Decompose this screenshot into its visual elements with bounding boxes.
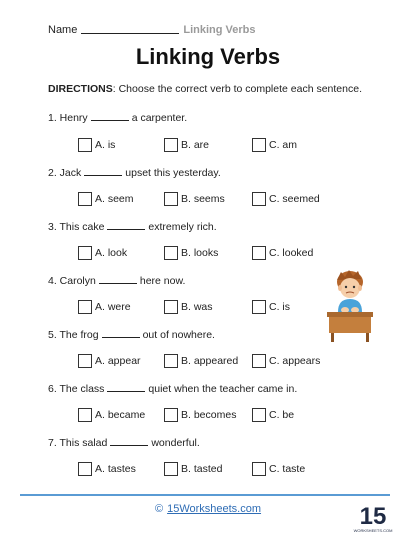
- option-label: A. tastes: [95, 463, 136, 475]
- answer-blank: [91, 112, 129, 121]
- footer: [0, 503, 416, 515]
- answer-blank: [84, 167, 122, 176]
- name-label: Name: [48, 24, 78, 36]
- question-text-start: 1. Henry: [48, 112, 88, 124]
- option-label: A. seem: [95, 193, 134, 205]
- checkbox-icon[interactable]: [78, 354, 92, 368]
- option-2c[interactable]: [252, 192, 320, 206]
- option-label: C. seemed: [269, 193, 320, 205]
- checkbox-icon[interactable]: [164, 408, 178, 422]
- option-1b[interactable]: [164, 138, 209, 152]
- checkbox-icon[interactable]: [252, 462, 266, 476]
- option-7b[interactable]: [164, 462, 222, 476]
- question-5: [48, 329, 215, 341]
- question-7: [48, 437, 200, 449]
- footer-site-link[interactable]: 15Worksheets.com: [167, 503, 262, 515]
- option-4a[interactable]: [78, 300, 131, 314]
- option-label: C. appears: [269, 355, 321, 367]
- question-text-end: wonderful.: [151, 437, 200, 449]
- student-at-desk-icon: [325, 268, 375, 343]
- checkbox-icon[interactable]: [164, 246, 178, 260]
- checkbox-icon[interactable]: [252, 408, 266, 422]
- question-text-start: 4. Carolyn: [48, 275, 96, 287]
- page-title: Linking Verbs: [135, 44, 281, 69]
- option-label: C. looked: [269, 247, 314, 259]
- directions-text: : Choose the correct verb to complete each sentence.: [112, 83, 362, 95]
- option-4c[interactable]: [252, 300, 290, 314]
- option-label: C. am: [269, 139, 298, 151]
- logo-subtext: WORKSHEETS.COM: [353, 528, 393, 533]
- option-5b[interactable]: [164, 354, 238, 368]
- checkbox-icon[interactable]: [78, 246, 92, 260]
- footer-divider: [20, 494, 390, 496]
- question-6: [48, 383, 297, 395]
- question-text-end: out of nowhere.: [142, 329, 215, 341]
- checkbox-icon[interactable]: [252, 246, 266, 260]
- logo-number: 15: [359, 503, 387, 530]
- question-text-start: 7. This salad: [48, 437, 108, 449]
- name-row: [48, 24, 255, 36]
- answer-blank: [107, 221, 145, 230]
- option-2b[interactable]: [164, 192, 225, 206]
- question-text-end: here now.: [139, 275, 186, 287]
- option-7c[interactable]: [252, 462, 305, 476]
- option-5a[interactable]: [78, 354, 141, 368]
- directions: [48, 83, 362, 95]
- option-2a[interactable]: [78, 192, 134, 206]
- option-label: B. was: [181, 301, 213, 313]
- option-1a[interactable]: [78, 138, 115, 152]
- question-text-start: 6. The class: [48, 383, 105, 395]
- option-6a[interactable]: [78, 408, 145, 422]
- checkbox-icon[interactable]: [164, 192, 178, 206]
- checkbox-icon[interactable]: [78, 462, 92, 476]
- question-1: [48, 112, 187, 124]
- option-label: B. becomes: [181, 409, 237, 421]
- option-3b[interactable]: [164, 246, 218, 260]
- question-text-end: quiet when the teacher came in.: [148, 383, 298, 395]
- answer-blank: [99, 275, 137, 284]
- checkbox-icon[interactable]: [164, 138, 178, 152]
- directions-label: DIRECTIONS: [48, 83, 113, 95]
- option-label: B. looks: [181, 247, 219, 259]
- checkbox-icon[interactable]: [252, 300, 266, 314]
- checkbox-icon[interactable]: [252, 354, 266, 368]
- option-label: C. be: [269, 409, 295, 421]
- option-7a[interactable]: [78, 462, 136, 476]
- option-1c[interactable]: [252, 138, 297, 152]
- option-label: A. were: [95, 301, 131, 313]
- checkbox-icon[interactable]: [252, 138, 266, 152]
- answer-blank: [102, 329, 140, 338]
- question-text-start: 5. The frog: [48, 329, 99, 341]
- option-label: A. is: [95, 139, 116, 151]
- option-label: B. seems: [181, 193, 225, 205]
- option-label: B. appeared: [181, 355, 239, 367]
- answer-blank: [107, 383, 145, 392]
- checkbox-icon[interactable]: [78, 408, 92, 422]
- checkbox-icon[interactable]: [78, 192, 92, 206]
- checkbox-icon[interactable]: [78, 138, 92, 152]
- option-label: C. is: [269, 301, 290, 313]
- checkbox-icon[interactable]: [252, 192, 266, 206]
- option-5c[interactable]: [252, 354, 320, 368]
- question-text-end: upset this yesterday.: [125, 167, 221, 179]
- checkbox-icon[interactable]: [78, 300, 92, 314]
- question-4: [48, 275, 185, 287]
- question-text-end: extremely rich.: [148, 221, 217, 233]
- option-6b[interactable]: [164, 408, 236, 422]
- option-label: C. taste: [269, 463, 306, 475]
- checkbox-icon[interactable]: [164, 300, 178, 314]
- option-label: A. appear: [95, 355, 141, 367]
- copyright-symbol: ©: [154, 503, 164, 515]
- checkbox-icon[interactable]: [164, 462, 178, 476]
- option-6c[interactable]: [252, 408, 294, 422]
- option-4b[interactable]: [164, 300, 213, 314]
- option-3c[interactable]: [252, 246, 313, 260]
- question-text-end: a carpenter.: [131, 112, 188, 124]
- option-3a[interactable]: [78, 246, 127, 260]
- option-label: A. look: [95, 247, 128, 259]
- name-field-line[interactable]: [81, 24, 179, 34]
- question-text-start: 2. Jack: [48, 167, 82, 179]
- topic-label: Linking Verbs: [183, 24, 256, 36]
- answer-blank: [110, 437, 148, 446]
- option-label: A. became: [95, 409, 146, 421]
- question-text-start: 3. This cake: [48, 221, 105, 233]
- question-3: [48, 221, 217, 233]
- option-label: B. are: [181, 139, 210, 151]
- checkbox-icon[interactable]: [164, 354, 178, 368]
- question-2: [48, 167, 221, 179]
- 15worksheets-logo: [353, 500, 393, 534]
- option-label: B. tasted: [181, 463, 223, 475]
